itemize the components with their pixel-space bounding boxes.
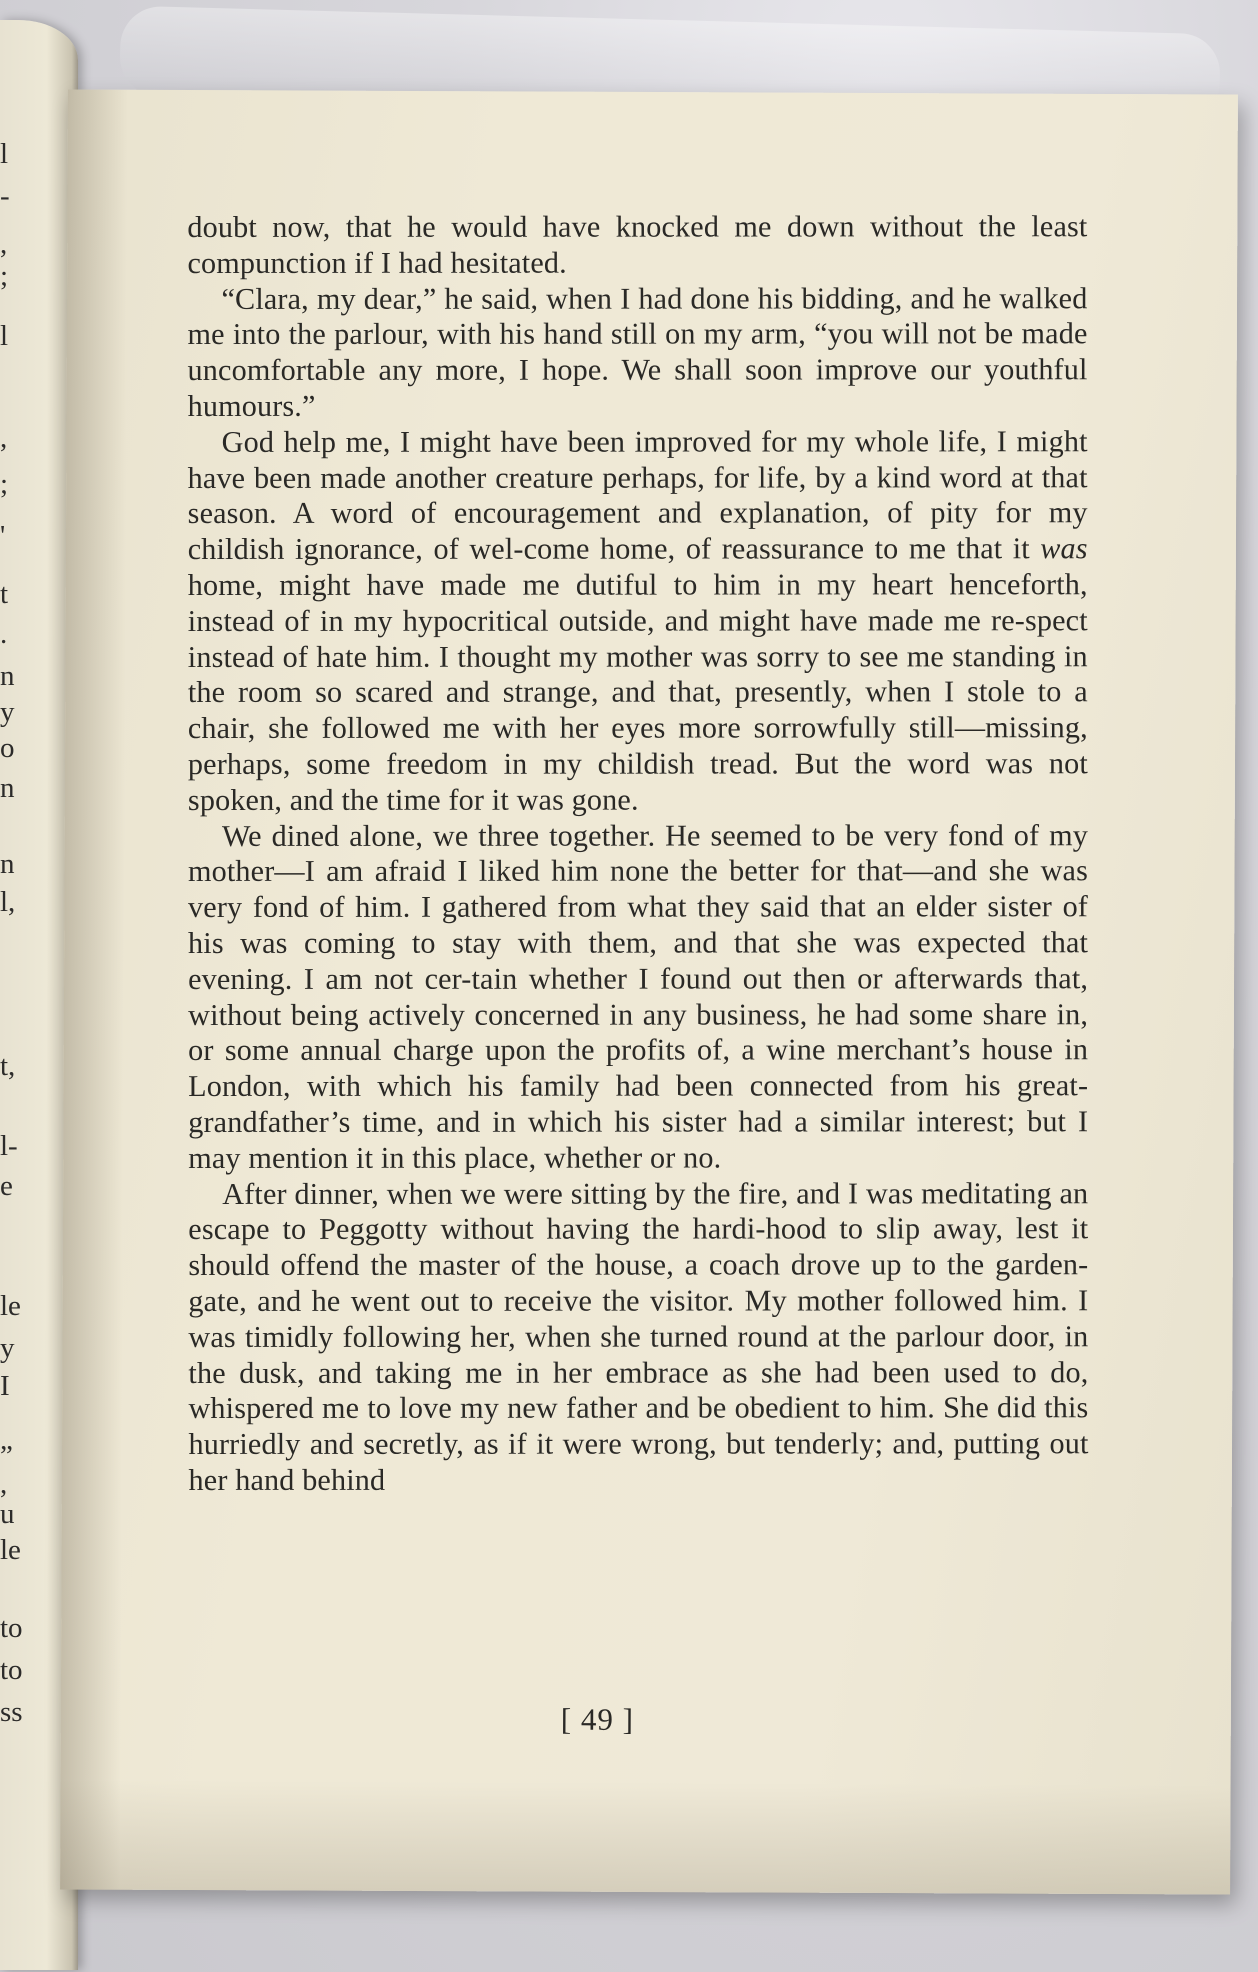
left-page-fragment: to: [0, 1612, 23, 1644]
left-page-fragment: y: [0, 1332, 15, 1364]
left-page-fragment: ,: [0, 422, 8, 454]
left-page-fragment: ”: [0, 1440, 13, 1472]
paragraph-text: home, might have made me dutiful to him in my heart henceforth, instead of in my hypocritical outside, and might have made me re-spect instead of hate him. I thought my mother was sorry to see me standing in the room so scared and strange, and that, presently, when I stole to a chair, she followed me with her eyes more sorrowfully still—missing, perhaps, some freedom in my childish tread. But the word was not spoken, and the time for it was gone.: [187, 567, 1088, 817]
left-page-fragment: t,: [0, 1050, 16, 1082]
emphasis-text: was: [1040, 531, 1088, 566]
left-page-fragment: e: [0, 1170, 13, 1202]
paragraph: [188, 424, 1088, 819]
left-page-fragment: -: [0, 180, 10, 212]
left-page-fragment: le: [0, 1534, 21, 1566]
left-page-fragment: ,: [0, 228, 8, 260]
left-page-fragment: y: [0, 696, 15, 728]
book-page: [60, 89, 1238, 1894]
left-page-fragment: ss: [0, 1696, 23, 1728]
left-page-fragment: n: [0, 772, 15, 804]
paragraph-text: God help me, I might have been improved for my whole life, I might have been made another creature perhaps, for life, by a kind word at that season. A word of encouragement and explanation, of pity for my childish ignorance, of wel-come home, of reassurance to me that it: [187, 423, 1088, 567]
page-gutter-shadow: [60, 89, 128, 1889]
page-bottom-shadow: [60, 1779, 1230, 1894]
left-page-fragment: l,: [0, 886, 16, 918]
left-page-fragment: l: [0, 138, 9, 170]
left-page-fragment: n: [0, 848, 15, 880]
left-page-fragment: ': [0, 520, 6, 552]
left-page-fragment: o: [0, 732, 15, 764]
paragraph: We dined alone, we three together. He seemed to be very fond of my mother—I am afraid I liked him none the better for that—and she was very fond of him. I gathered from what they said that an elder sister of his was coming to stay with them, and that she was expected that evening. I am not cer-tain whether I found out then or afterwards that, without being actively concerned in any business, he had some share in, or some annual charge upon the profits of, a wine merchant’s house in London, with which his family had been connected from his great-grandfather’s time, and in which his sister had a similar interest; but I may mention it in this place, whether or no.: [187, 817, 1089, 1175]
left-page-fragment: ;: [0, 260, 9, 292]
paragraph: After dinner, when we were sitting by the fire, and I was meditating an escape to Peggotty without having the hardi-hood to slip away, lest it should offend the master of the house, a coach drove up to the garden-gate, and he went out to receive the visitor. My mother followed him. I was timidly following her, when she turned round at the parlour door, in the dusk, and taking me in her embrace as she had been used to do, whispered me to love my new father and be obedient to him. She did this hurriedly and secretly, as if it were wrong, but tenderly; and, putting out her hand behind: [188, 1175, 1089, 1497]
left-page-fragment: to: [0, 1654, 23, 1686]
left-page-fragment: l-: [0, 1130, 18, 1162]
paragraph: doubt now, that he would have knocked me down without the least compunction if I had hesitated.: [187, 209, 1088, 280]
left-page-fragment: .: [0, 618, 8, 650]
left-page-fragment: le: [0, 1290, 21, 1322]
paragraph: “Clara, my dear,” he said, when I had done his bidding, and he walked me into the parlour, with his hand still on my arm, “you will not be made uncomfortable any more, I hope. We shall soon improve our youthful humours.”: [187, 280, 1088, 423]
page-number: [ 49 ]: [560, 1701, 635, 1737]
left-page-fragment: n: [0, 660, 15, 692]
left-page-fragment: u: [0, 1498, 15, 1530]
left-page-fragment: t: [0, 578, 9, 610]
left-page-fragment: ;: [0, 468, 9, 500]
left-page-fragment: l: [0, 320, 9, 352]
left-page-fragment: ,: [0, 1468, 8, 1500]
left-page-fragment: I: [0, 1370, 10, 1402]
page-text: [187, 209, 1088, 1498]
